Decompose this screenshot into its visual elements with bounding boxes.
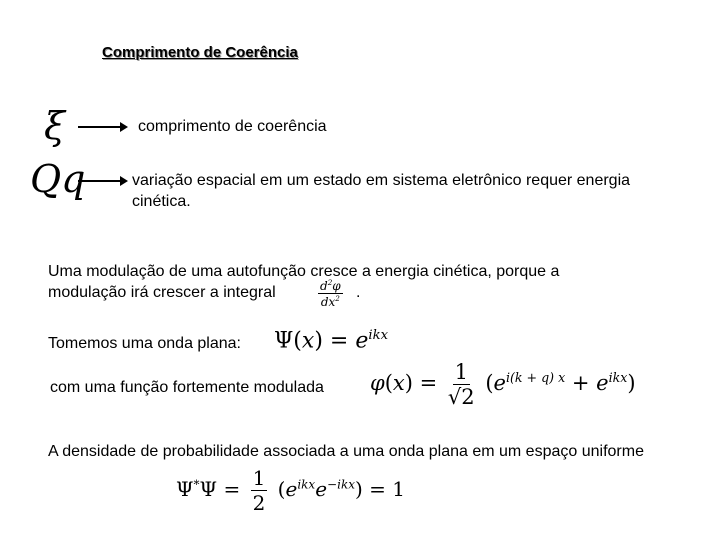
xi-symbol: ξ <box>44 104 65 148</box>
density-paragraph: A densidade de probabilidade associada a uma onda plana em um espaço uniforme <box>48 443 644 460</box>
arrow-right-icon <box>78 121 128 133</box>
modulation-period: . <box>356 284 361 301</box>
page-title: Comprimento de Coerência <box>102 44 298 61</box>
modulation-text: Uma modulação de uma autofunção cresce a energia cinética, porque a modulação irá crescer a integral <box>48 263 560 301</box>
modulated-formula: φ(x) = $\frac{1}{√2}$ $(e^{i(k + q) x} + e^{ikx})$ <box>370 360 636 409</box>
modulation-paragraph <box>48 261 638 303</box>
coherence-length-label: comprimento de coerência <box>138 118 327 135</box>
integral-formula: $\frac{d^2\varphi}{dx^2}$ <box>320 278 341 309</box>
spatial-variation-text: variação espacial em um estado em sistema eletrônico requer energia cinética. <box>132 172 631 210</box>
density-formula: Ψ*Ψ = $\frac{1}{2}$ $(e^{ikx}e^{-ikx}) = 1$ <box>176 466 405 515</box>
qq-symbol: Qq <box>30 157 86 201</box>
plane-wave-formula: $\Psi(x) = e^{ikx}$ <box>274 328 389 354</box>
plane-wave-text: Tomemos uma onda plana: <box>48 335 241 352</box>
modulated-text: com uma função fortemente modulada <box>50 379 324 396</box>
arrow-right-icon <box>78 175 128 187</box>
